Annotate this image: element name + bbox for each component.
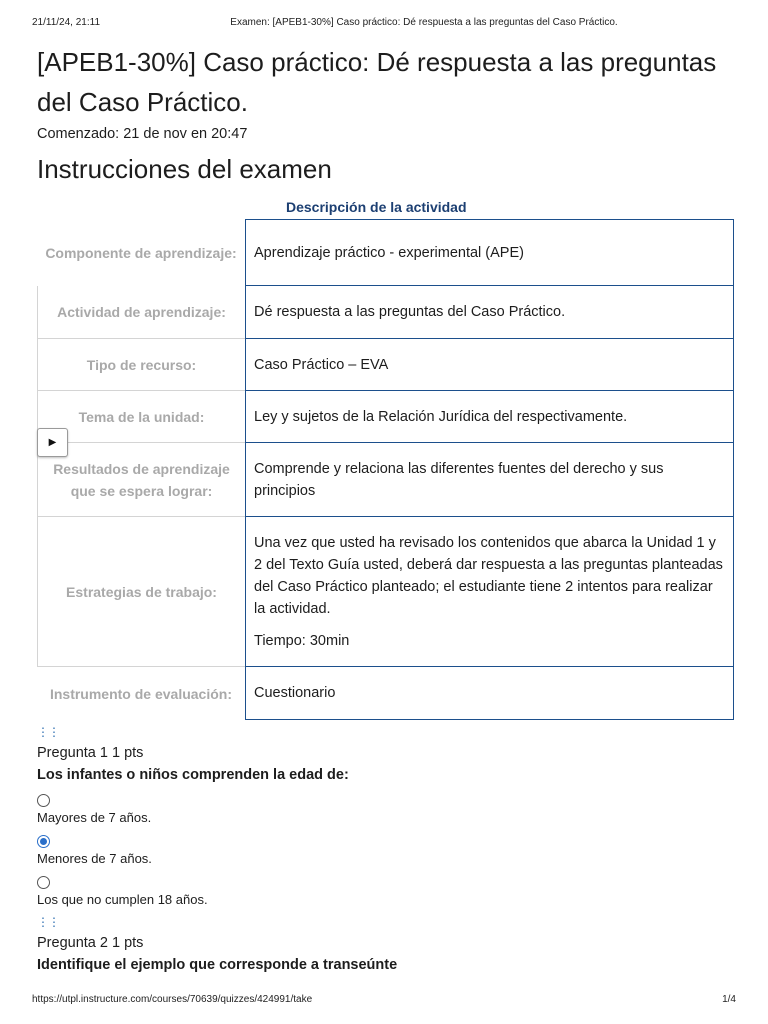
row-label: Tema de la unidad: xyxy=(37,391,245,443)
drag-handle-icon[interactable]: ⋮⋮ xyxy=(37,915,59,929)
row-label: Tipo de recurso: xyxy=(37,339,245,391)
question-2-number: Pregunta 2 1 pts xyxy=(37,935,144,951)
started-timestamp: Comenzado: 21 de nov en 20:47 xyxy=(37,126,248,142)
table-row xyxy=(37,219,734,286)
row-label: Resultados de aprendizaje que se espera lograr: xyxy=(37,443,245,517)
answer-label-3[interactable]: Los que no cumplen 18 años. xyxy=(37,892,208,907)
row-label: Actividad de aprendizaje: xyxy=(37,286,245,339)
table-row xyxy=(37,339,734,391)
table-row xyxy=(37,443,734,517)
answer-label-1[interactable]: Mayores de 7 años. xyxy=(37,810,152,825)
play-icon: ▶ xyxy=(48,437,57,448)
row-label: Componente de aprendizaje: xyxy=(45,244,237,261)
row-label: Estrategias de trabajo: xyxy=(37,517,245,667)
table-row xyxy=(37,286,734,339)
question-1-text: Los infantes o niños comprenden la edad de: xyxy=(37,767,349,783)
table-row xyxy=(37,391,734,443)
print-footer xyxy=(32,994,736,1008)
activity-description-table xyxy=(37,219,734,720)
answer-radio-1[interactable] xyxy=(37,794,50,807)
row-value: Cuestionario xyxy=(245,667,734,720)
print-url: https://utpl.instructure.com/courses/70639/quizzes/424991/take xyxy=(32,994,313,1005)
row-value: Comprende y relaciona las diferentes fuentes del derecho y sus principios xyxy=(245,443,734,517)
row-value: Ley y sujetos de la Relación Jurídica del respectivamente. xyxy=(245,391,734,443)
activity-table-caption: Descripción de la actividad xyxy=(286,199,467,215)
answer-label-2[interactable]: Menores de 7 años. xyxy=(37,851,152,866)
print-doc-title: Examen: [APEB1-30%] Caso práctico: Dé respuesta a las preguntas del Caso Práctico. xyxy=(230,17,618,28)
table-row xyxy=(37,517,734,667)
answer-radio-3[interactable] xyxy=(37,876,50,889)
row-value: Dé respuesta a las preguntas del Caso Práctico. xyxy=(245,286,734,339)
row-value xyxy=(245,517,734,667)
row-value: Aprendizaje práctico - experimental (APE) xyxy=(245,219,734,286)
row-value-paragraph: Una vez que usted ha revisado los contenidos que abarca la Unidad 1 y 2 del Texto Guía usted, deberá dar respuesta a las preguntas planteadas del Caso Práctico planteado; el estudiante tiene 2 intentos para realizar la actividad. xyxy=(254,534,723,617)
print-datetime: 21/11/24, 21:11 xyxy=(32,17,101,28)
quiz-title: [APEB1-30%] Caso práctico: Dé respuesta a las preguntas del Caso Práctico. xyxy=(37,47,717,117)
row-value-time: Tiempo: 30min xyxy=(254,632,350,649)
instructions-heading: Instrucciones del examen xyxy=(37,154,332,184)
question-2-text: Identifique el ejemplo que corresponde a transeúnte xyxy=(37,957,398,973)
print-header xyxy=(32,17,736,31)
print-page-number: 1/4 xyxy=(722,994,736,1005)
table-row xyxy=(37,667,734,720)
media-play-button[interactable] xyxy=(37,428,68,457)
row-value: Caso Práctico – EVA xyxy=(245,339,734,391)
drag-handle-icon[interactable]: ⋮⋮ xyxy=(37,725,59,739)
row-label: Instrumento de evaluación: xyxy=(49,685,233,702)
answer-radio-2[interactable] xyxy=(37,835,50,848)
question-1-number: Pregunta 1 1 pts xyxy=(37,745,144,761)
